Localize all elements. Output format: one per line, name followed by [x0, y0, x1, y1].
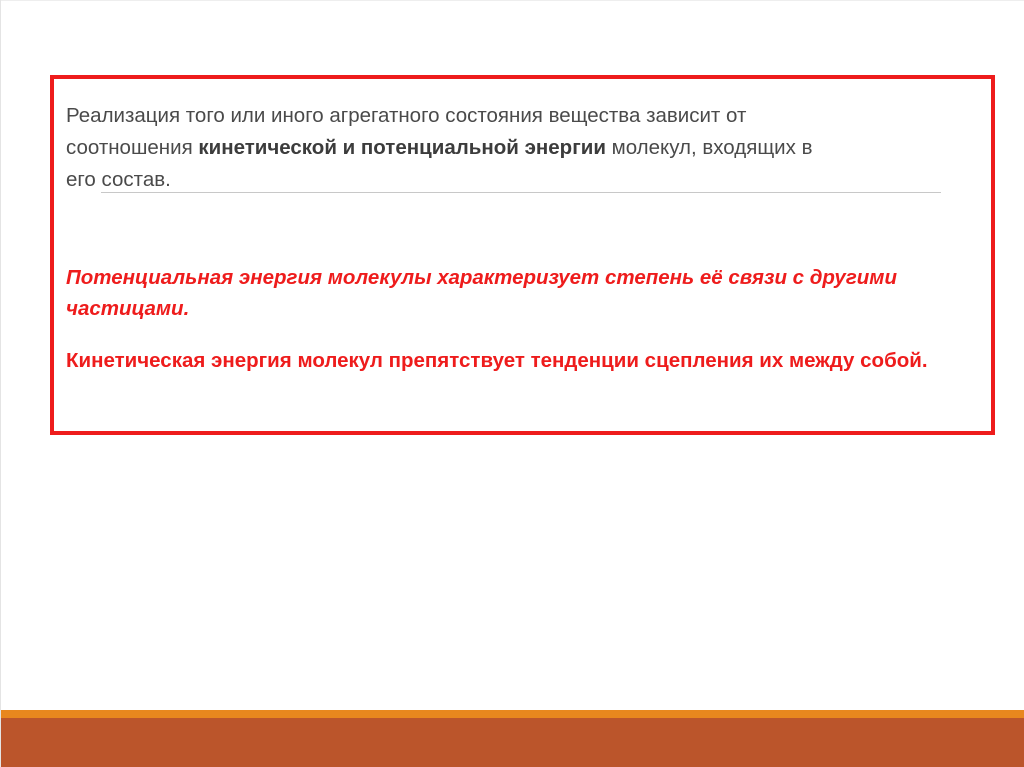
intro-bold-term: кинетической и потенциальной энергии [198, 136, 606, 159]
top-rule [1, 0, 1024, 1]
footer-bar [1, 718, 1024, 767]
intro-line-1: Реализация того или иного агрегатного состояния вещества зависит от [66, 104, 747, 127]
potential-energy-paragraph: Потенциальная энергия молекулы характеризует степень её связи с другими частицами. [66, 266, 897, 320]
intro-line-2-suffix: молекул, входящих в [605, 136, 813, 159]
intro-line-3: его состав. [66, 168, 171, 191]
intro-paragraph [66, 100, 996, 196]
footer-accent-line [1, 710, 1024, 718]
divider-line [101, 192, 941, 193]
intro-line-2-prefix: соотношения [66, 136, 199, 159]
kinetic-energy-paragraph: Кинетическая энергия молекул препятствует тенденции сцепления их между собой. [66, 349, 928, 372]
